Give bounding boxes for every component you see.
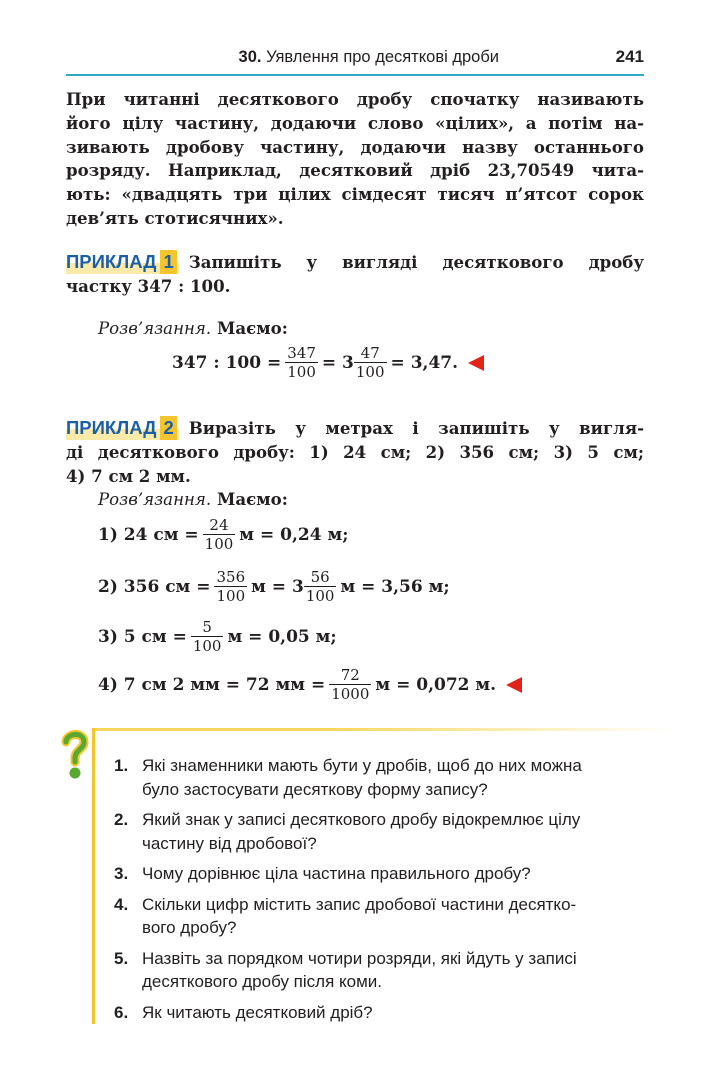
solution-label: Розв’язання. bbox=[98, 490, 212, 509]
numerator: 72 bbox=[340, 666, 360, 684]
fraction bbox=[329, 666, 371, 703]
example-2-line bbox=[66, 416, 644, 440]
eq-mid: м = 3 bbox=[251, 576, 304, 597]
example-2-item-1 bbox=[98, 516, 349, 553]
example-1-solution-label bbox=[98, 318, 288, 338]
end-marker-icon bbox=[506, 677, 522, 693]
eq-right: м = 0,05 м; bbox=[227, 626, 337, 647]
example-1-line bbox=[66, 250, 644, 274]
denominator: 100 bbox=[287, 363, 316, 381]
intro-line: зивають дробову частину, додаючи назву останнього bbox=[66, 136, 644, 157]
numerator: 5 bbox=[202, 618, 212, 636]
solution-label: Розв’язання. bbox=[98, 319, 212, 338]
intro-line: розряду. Наприклад, десятковий дріб 23,70549 читa- bbox=[66, 160, 644, 181]
eq-left: 3) 5 см = bbox=[98, 626, 187, 647]
question-line: частину від дробової? bbox=[142, 833, 317, 853]
question-text bbox=[142, 754, 674, 801]
eq-left: 4) 7 см 2 мм = 72 мм = bbox=[98, 674, 326, 695]
page-number: 241 bbox=[615, 47, 644, 66]
review-questions bbox=[62, 728, 662, 1028]
example-2-text: Виразіть у метрах і запишіть у вигля- bbox=[188, 418, 644, 438]
fraction bbox=[285, 344, 318, 381]
header-rule bbox=[66, 74, 644, 76]
example-1-text: Запишіть у вигляді десяткового дробу bbox=[188, 252, 644, 272]
example-2-label bbox=[66, 416, 179, 440]
example-2-solution-label bbox=[98, 489, 288, 509]
denominator: 100 bbox=[305, 587, 335, 605]
eq-result: = 3,47. bbox=[390, 352, 459, 373]
question-number: 2. bbox=[114, 810, 129, 829]
end-marker-icon bbox=[468, 355, 484, 371]
numerator: 47 bbox=[360, 344, 380, 362]
numerator: 356 bbox=[216, 568, 246, 586]
eq-left: 2) 356 см = bbox=[98, 576, 211, 597]
question-text bbox=[142, 1001, 674, 1025]
example-2-item-3 bbox=[98, 618, 337, 655]
question-line: було застосувати десяткову форму запису? bbox=[142, 779, 488, 799]
question-text bbox=[142, 808, 674, 855]
eq-right: м = 3,56 м; bbox=[340, 576, 450, 597]
example-1-label bbox=[66, 250, 179, 274]
question-mark-icon bbox=[60, 728, 90, 780]
section-number: 30. bbox=[238, 48, 262, 66]
denominator: 100 bbox=[355, 363, 385, 381]
question-line: Скільки цифр містить запис дробової частини десятко- bbox=[142, 894, 577, 914]
example-2 bbox=[66, 416, 644, 488]
fraction bbox=[304, 568, 337, 605]
page-header bbox=[66, 46, 644, 74]
eq-mid: = 3 bbox=[321, 352, 354, 373]
fraction bbox=[203, 516, 236, 553]
intro-paragraph bbox=[66, 88, 644, 231]
eq-right: м = 0,072 м. bbox=[375, 674, 497, 695]
questions-top-rule bbox=[92, 728, 672, 731]
example-2-line: ді десяткового дробу: 1) 24 см; 2) 356 см; 3) 5 см; bbox=[66, 442, 644, 462]
question-number: 1. bbox=[114, 756, 129, 775]
running-title bbox=[239, 48, 499, 67]
question-item bbox=[114, 754, 674, 801]
eq-right: м = 0,24 м; bbox=[239, 524, 349, 545]
fraction bbox=[354, 344, 387, 381]
fraction bbox=[214, 568, 247, 605]
example-label-text: ПРИКЛАД bbox=[66, 251, 157, 272]
solution-intro: Маємо: bbox=[216, 318, 288, 338]
question-text bbox=[142, 862, 674, 886]
example-2-line: 4) 7 см 2 мм. bbox=[66, 466, 191, 486]
question-number: 4. bbox=[114, 894, 129, 914]
question-line: Назвіть за порядком чотири розряди, які йдуть у записі bbox=[142, 948, 577, 968]
question-number: 6. bbox=[114, 1002, 129, 1022]
question-text bbox=[142, 947, 674, 994]
denominator: 100 bbox=[216, 587, 246, 605]
question-item bbox=[114, 1001, 674, 1025]
example-1-number: 1 bbox=[160, 250, 176, 274]
question-line: Які знаменники мають бути у дробів, щоб до них можна bbox=[142, 756, 582, 775]
question-item bbox=[114, 893, 674, 940]
solution-intro: Маємо: bbox=[216, 489, 288, 509]
eq-left: 1) 24 см = bbox=[98, 524, 199, 545]
question-line: Чому дорівнює ціла частина правильного дробу? bbox=[142, 864, 531, 883]
example-1-line: частку 347 : 100. bbox=[66, 276, 231, 296]
eq-left: 347 : 100 = bbox=[172, 352, 282, 373]
example-2-item-2 bbox=[98, 568, 450, 605]
question-line: вого дробу? bbox=[142, 918, 237, 937]
questions-side-rule bbox=[92, 728, 95, 1024]
numerator: 347 bbox=[287, 344, 316, 362]
questions-list bbox=[114, 754, 674, 1031]
denominator: 100 bbox=[204, 535, 234, 553]
numerator: 24 bbox=[209, 516, 229, 534]
fraction bbox=[191, 618, 224, 655]
intro-line: його цілу частину, додаючи слово «цілих», а потім на- bbox=[66, 112, 644, 133]
numerator: 56 bbox=[310, 568, 330, 586]
question-number: 3. bbox=[114, 864, 129, 883]
example-1-equation bbox=[172, 344, 484, 381]
intro-line: При читанні десяткового дробу спочатку називають bbox=[66, 89, 644, 109]
denominator: 1000 bbox=[331, 685, 370, 703]
example-2-number: 2 bbox=[160, 416, 176, 440]
question-text bbox=[142, 893, 674, 940]
question-number: 5. bbox=[114, 948, 129, 968]
question-item bbox=[114, 947, 674, 994]
section-title: Уявлення про десяткові дроби bbox=[266, 48, 499, 66]
example-2-item-4 bbox=[98, 666, 522, 703]
question-line: Як читають десятковий дріб? bbox=[142, 1002, 373, 1022]
intro-line: дев’ять стотисячних». bbox=[66, 207, 284, 228]
intro-line: ють: «двадцять три цілих сімдесят тисяч п’ятсот сорок bbox=[66, 184, 644, 205]
question-line: Який знак у записі десяткового дробу відокремлює цілу bbox=[142, 810, 581, 829]
question-line: десяткового дробу після коми. bbox=[142, 972, 382, 991]
example-label-text: ПРИКЛАД bbox=[66, 417, 157, 438]
question-item bbox=[114, 862, 674, 886]
question-item bbox=[114, 808, 674, 855]
example-1 bbox=[66, 250, 644, 298]
denominator: 100 bbox=[192, 637, 222, 655]
